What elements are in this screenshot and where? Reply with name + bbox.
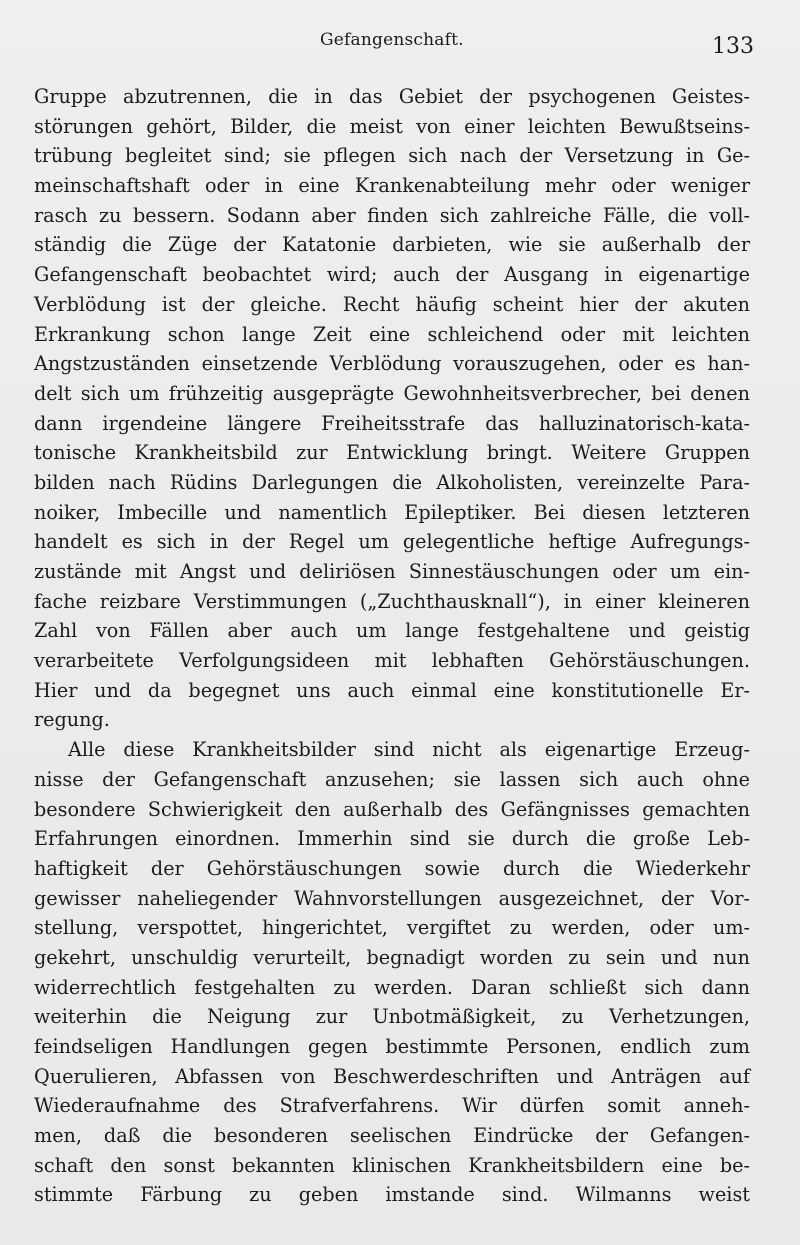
- text-line-25: besondere Schwierigkeit den außerhalb des Gefängnisses gemachten: [34, 797, 750, 821]
- text-line-35: Wiederaufnahme des Strafverfahrens. Wir dürfen somit anneh-: [34, 1094, 750, 1118]
- text-line-12: dann irgendeine längere Freiheitsstrafe das halluzinatorisch-kata-: [34, 411, 750, 435]
- text-line-38: stimmte Färbung zu geben imstande sind. Wilmanns weist: [34, 1183, 750, 1207]
- text-line-5: rasch zu bessern. Sodann aber finden sich zahlreiche Fälle, die voll-: [34, 203, 750, 227]
- text-line-18: fache reizbare Verstimmungen („Zuchthausknall“), in einer kleineren: [34, 589, 750, 613]
- text-line-16: handelt es sich in der Regel um gelegentliche heftige Aufregungs-: [34, 530, 750, 554]
- text-line-1: Gruppe abzutrennen, die in das Gebiet der psychogenen Geistes-: [34, 85, 750, 108]
- page-number: 133: [712, 34, 754, 59]
- text-line-14: bilden nach Rüdins Darlegungen die Alkoholisten, vereinzelte Para-: [34, 470, 750, 494]
- text-line-17: zustände mit Angst und deliriösen Sinnestäuschungen oder um ein-: [34, 560, 750, 583]
- text-line-3: trübung begleitet sind; sie pflegen sich nach der Versetzung in Ge-: [34, 144, 750, 168]
- text-line-6: ständig die Züge der Katatonie darbieten, wie sie außerhalb der: [34, 233, 750, 257]
- text-line-8: Verblödung ist der gleiche. Recht häufig scheint hier der akuten: [34, 292, 750, 316]
- text-line-20: verarbeitete Verfolgungsideen mit lebhaften Gehörstäuschungen.: [34, 649, 750, 673]
- text-line-11: delt sich um frühzeitig ausgeprägte Gewohnheitsverbrecher, bei denen: [34, 381, 750, 405]
- text-line-36: men, daß die besonderen seelischen Eindrücke der Gefangen-: [34, 1124, 750, 1148]
- text-line-23: Alle diese Krankheitsbilder sind nicht als eigenartige Erzeug-: [68, 738, 750, 762]
- running-head: [0, 30, 800, 62]
- text-line-2: störungen gehört, Bilder, die meist von einer leichten Bewußtseins-: [34, 114, 750, 138]
- text-line-30: gekehrt, unschuldig verurteilt, begnadigt worden zu sein und nun: [34, 945, 750, 969]
- text-line-27: haftigkeit der Gehörstäuschungen sowie durch die Wiederkehr: [34, 856, 750, 880]
- text-line-24: nisse der Gefangenschaft anzusehen; sie lassen sich auch ohne: [34, 767, 750, 791]
- text-line-26: Erfahrungen einordnen. Immerhin sind sie durch die große Leb-: [34, 827, 750, 851]
- text-line-13: tonische Krankheitsbild zur Entwicklung bringt. Weitere Gruppen: [34, 441, 750, 465]
- text-line-15: noiker, Imbecille und namentlich Epileptiker. Bei diesen letzteren: [34, 500, 750, 524]
- text-line-10: Angstzuständen einsetzende Verblödung vorauszugehen, oder es han-: [34, 352, 750, 376]
- text-line-33: feindseligen Handlungen gegen bestimmte Personen, endlich zum: [34, 1035, 750, 1058]
- text-line-29: stellung, verspottet, hingerichtet, vergiftet zu werden, oder um-: [34, 916, 750, 940]
- text-line-34: Querulieren, Abfassen von Beschwerdeschriften und Anträgen auf: [34, 1064, 750, 1088]
- text-line-4: meinschaftshaft oder in eine Krankenabteilung mehr oder weniger: [34, 174, 750, 198]
- text-line-9: Erkrankung schon lange Zeit eine schleichend oder mit leichten: [34, 322, 750, 346]
- text-line-22: regung.: [34, 708, 110, 732]
- text-line-31: widerrechtlich festgehalten zu werden. Daran schließt sich dann: [34, 975, 750, 999]
- text-line-32: weiterhin die Neigung zur Unbotmäßigkeit, zu Verhetzungen,: [34, 1005, 750, 1029]
- body-text: [34, 82, 750, 1210]
- text-line-37: schaft den sonst bekannten klinischen Krankheitsbildern eine be-: [34, 1153, 750, 1177]
- text-line-28: gewisser naheliegender Wahnvorstellungen ausgezeichnet, der Vor-: [34, 886, 750, 910]
- text-line-7: Gefangenschaft beobachtet wird; auch der Ausgang in eigenartige: [34, 263, 750, 287]
- text-line-19: Zahl von Fällen aber auch um lange festgehaltene und geistig: [34, 619, 750, 643]
- running-title: Gefangenschaft.: [320, 30, 464, 50]
- text-line-21: Hier und da begegnet uns auch einmal eine konstitutionelle Er-: [34, 678, 750, 702]
